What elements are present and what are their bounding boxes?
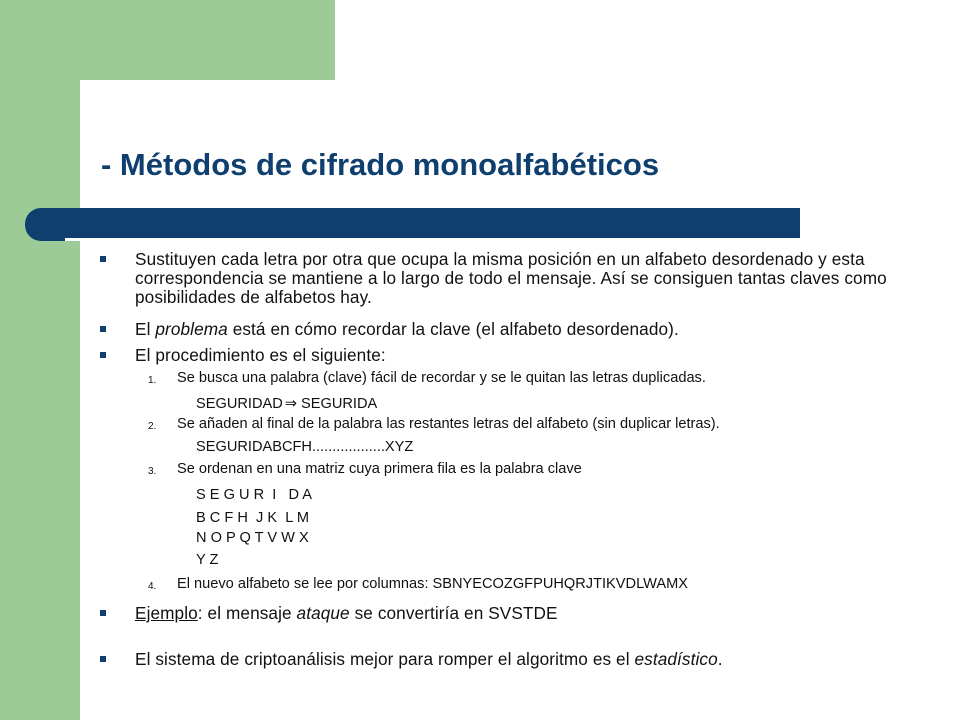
square-bullet-icon: [100, 656, 106, 662]
step-number: 3.: [148, 466, 157, 477]
square-bullet-icon: [100, 352, 106, 358]
emphasis-problema: problema: [155, 319, 228, 339]
matrix-row: S E G U R I D A: [196, 487, 312, 503]
bullet-item-2: [100, 320, 890, 339]
text-fragment: El sistema de criptoanálisis mejor para romper el algoritmo es el: [135, 649, 635, 669]
step-item-2: [100, 416, 890, 433]
matrix-row: B C F H J K L M: [196, 510, 309, 526]
emphasis-ataque: ataque: [296, 603, 350, 623]
bullet-item-3: [100, 346, 890, 365]
square-bullet-icon: [100, 256, 106, 262]
slide-title: - Métodos de cifrado monoalfabéticos: [101, 147, 660, 182]
step-number: 2.: [148, 421, 157, 432]
text-fragment: se convertiría en SVSTDE: [349, 603, 558, 623]
bullet-text: El procedimiento es el siguiente:: [135, 345, 386, 365]
step-text: Se añaden al final de la palabra las restantes letras del alfabeto (sin duplicar letras).: [177, 416, 720, 432]
step-text: El nuevo alfabeto se lee por columnas: SBNYECOZGFPUHQRJTIKVDLWAMX: [177, 576, 688, 592]
bullet-item-4: [100, 604, 890, 623]
text-fragment: está en cómo recordar la clave (el alfabeto desordenado).: [227, 319, 679, 339]
matrix-row: N O P Q T V W X: [196, 530, 309, 546]
matrix-row: Y Z: [196, 552, 219, 568]
title-underline-bar: [25, 208, 800, 241]
step-text: Se busca una palabra (clave) fácil de recordar y se le quitan las letras duplicadas.: [177, 370, 706, 386]
bullet-item-5: [100, 650, 890, 669]
step-number: 1.: [148, 375, 157, 386]
ejemplo-link[interactable]: Ejemplo: [135, 603, 198, 623]
step-item-3: [100, 461, 890, 478]
keyword-deduplicated: SEGURIDA: [301, 396, 378, 412]
step-number: 4.: [148, 581, 157, 592]
green-side-strip: [0, 0, 80, 720]
text-fragment: El: [135, 319, 156, 339]
text-fragment: .: [717, 649, 723, 669]
step-text: Se ordenan en una matriz cuya primera fila es la palabra clave: [177, 461, 582, 477]
emphasis-estadistico: estadístico: [634, 649, 718, 669]
implies-arrow-icon: ⇒: [284, 395, 297, 412]
step-item-1: [100, 370, 890, 387]
bullet-item-1: [100, 250, 890, 307]
text-fragment: : el mensaje: [197, 603, 297, 623]
step-item-4: [100, 576, 890, 593]
keyword-original: SEGURIDAD: [196, 396, 283, 412]
bullet-text: [135, 604, 890, 623]
square-bullet-icon: [100, 326, 106, 332]
bullet-text: Sustituyen cada letra por otra que ocupa la misma posición en un alfabeto desordenado y esta correspondencia se mantiene a lo largo de todo el mensaje. Así se consiguen tantas claves como posibilidades de alfabetos hay.: [135, 249, 887, 307]
bullet-text: [135, 650, 890, 669]
bullet-text: [135, 320, 890, 339]
step-1-example: [196, 395, 377, 413]
step-2-example: SEGURIDABCFH..................XYZ: [196, 439, 414, 455]
square-bullet-icon: [100, 610, 106, 616]
